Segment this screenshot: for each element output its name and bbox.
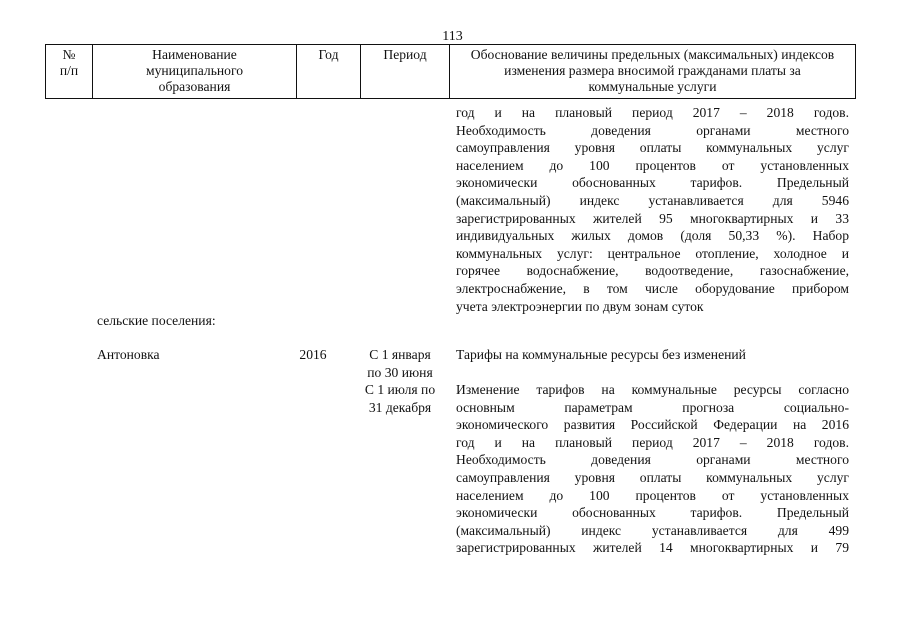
period-second-half <box>355 381 445 416</box>
municipality-name: Антоновка <box>97 347 160 362</box>
text-line: самоуправления уровня оплаты коммунальных услуг <box>456 469 849 485</box>
justification-first-half: Тарифы на коммунальные ресурсы без изменений <box>456 347 746 362</box>
column-header-municipality: Наименование муниципального образования <box>93 45 297 99</box>
column-header-year: Год <box>297 45 361 99</box>
text-line: год и на плановый период 2017 – 2018 годов. <box>456 105 849 120</box>
text-line: самоуправления уровня оплаты коммунальных услуг <box>456 140 849 156</box>
column-header-period: Период <box>361 45 450 99</box>
text-line: зарегистрированных жителей 95 многоквартирных и 33 <box>456 210 849 226</box>
text-line: (максимальный) индекс устанавливается для 499 <box>456 522 849 538</box>
text-line: С 1 июля по <box>364 382 436 397</box>
year-value: 2016 <box>299 347 327 362</box>
text-line: коммунальных услуг: центральное отопление, холодное и <box>456 245 849 261</box>
text-line: С 1 января <box>369 347 431 362</box>
table-header <box>45 44 856 99</box>
text-line: основным параметрам прогноза социально- <box>456 399 849 415</box>
text-line: экономически обоснованных тарифов. Предельный <box>456 505 849 521</box>
page-number: 113 <box>442 29 463 44</box>
text-line: 31 декабря <box>368 399 432 415</box>
justification-continuation <box>456 104 849 315</box>
text-line: Необходимость доведения органами местного <box>456 122 849 138</box>
column-header-number: № п/п <box>46 45 93 99</box>
text-line: экономически обоснованных тарифов. Предельный <box>456 175 849 191</box>
period-first-half <box>355 346 445 381</box>
section-heading: сельские поселения: <box>97 313 216 328</box>
text-line: Необходимость доведения органами местного <box>456 452 849 468</box>
text-line: электроснабжение, в том числе оборудование прибором <box>456 280 849 296</box>
text-line: по 30 июня <box>367 364 433 380</box>
text-line: населением до 100 процентов от установленных <box>456 157 849 173</box>
text-line: учета электроэнергии по двум зонам суток <box>456 298 704 314</box>
text-line: экономического развития Российской Федерации на 2016 <box>456 417 849 433</box>
text-line: индивидуальных жилых домов (доля 50,33 %). Набор <box>456 228 849 244</box>
text-line: зарегистрированных жителей 14 многоквартирных и 79 <box>456 540 849 556</box>
column-header-justification: Обоснование величины предельных (максимальных) индексов изменения размера вносимой гражданами платы за коммунальные услуги <box>450 45 856 99</box>
text-line: Изменение тарифов на коммунальные ресурсы согласно <box>456 382 849 397</box>
text-line: горячее водоснабжение, водоотведение, газоснабжение, <box>456 263 849 279</box>
text-line: населением до 100 процентов от установленных <box>456 487 849 503</box>
text-line: год и на плановый период 2017 – 2018 годов. <box>456 434 849 450</box>
text-line: (максимальный) индекс устанавливается для 5946 <box>456 192 849 208</box>
justification-second-half <box>456 381 849 557</box>
